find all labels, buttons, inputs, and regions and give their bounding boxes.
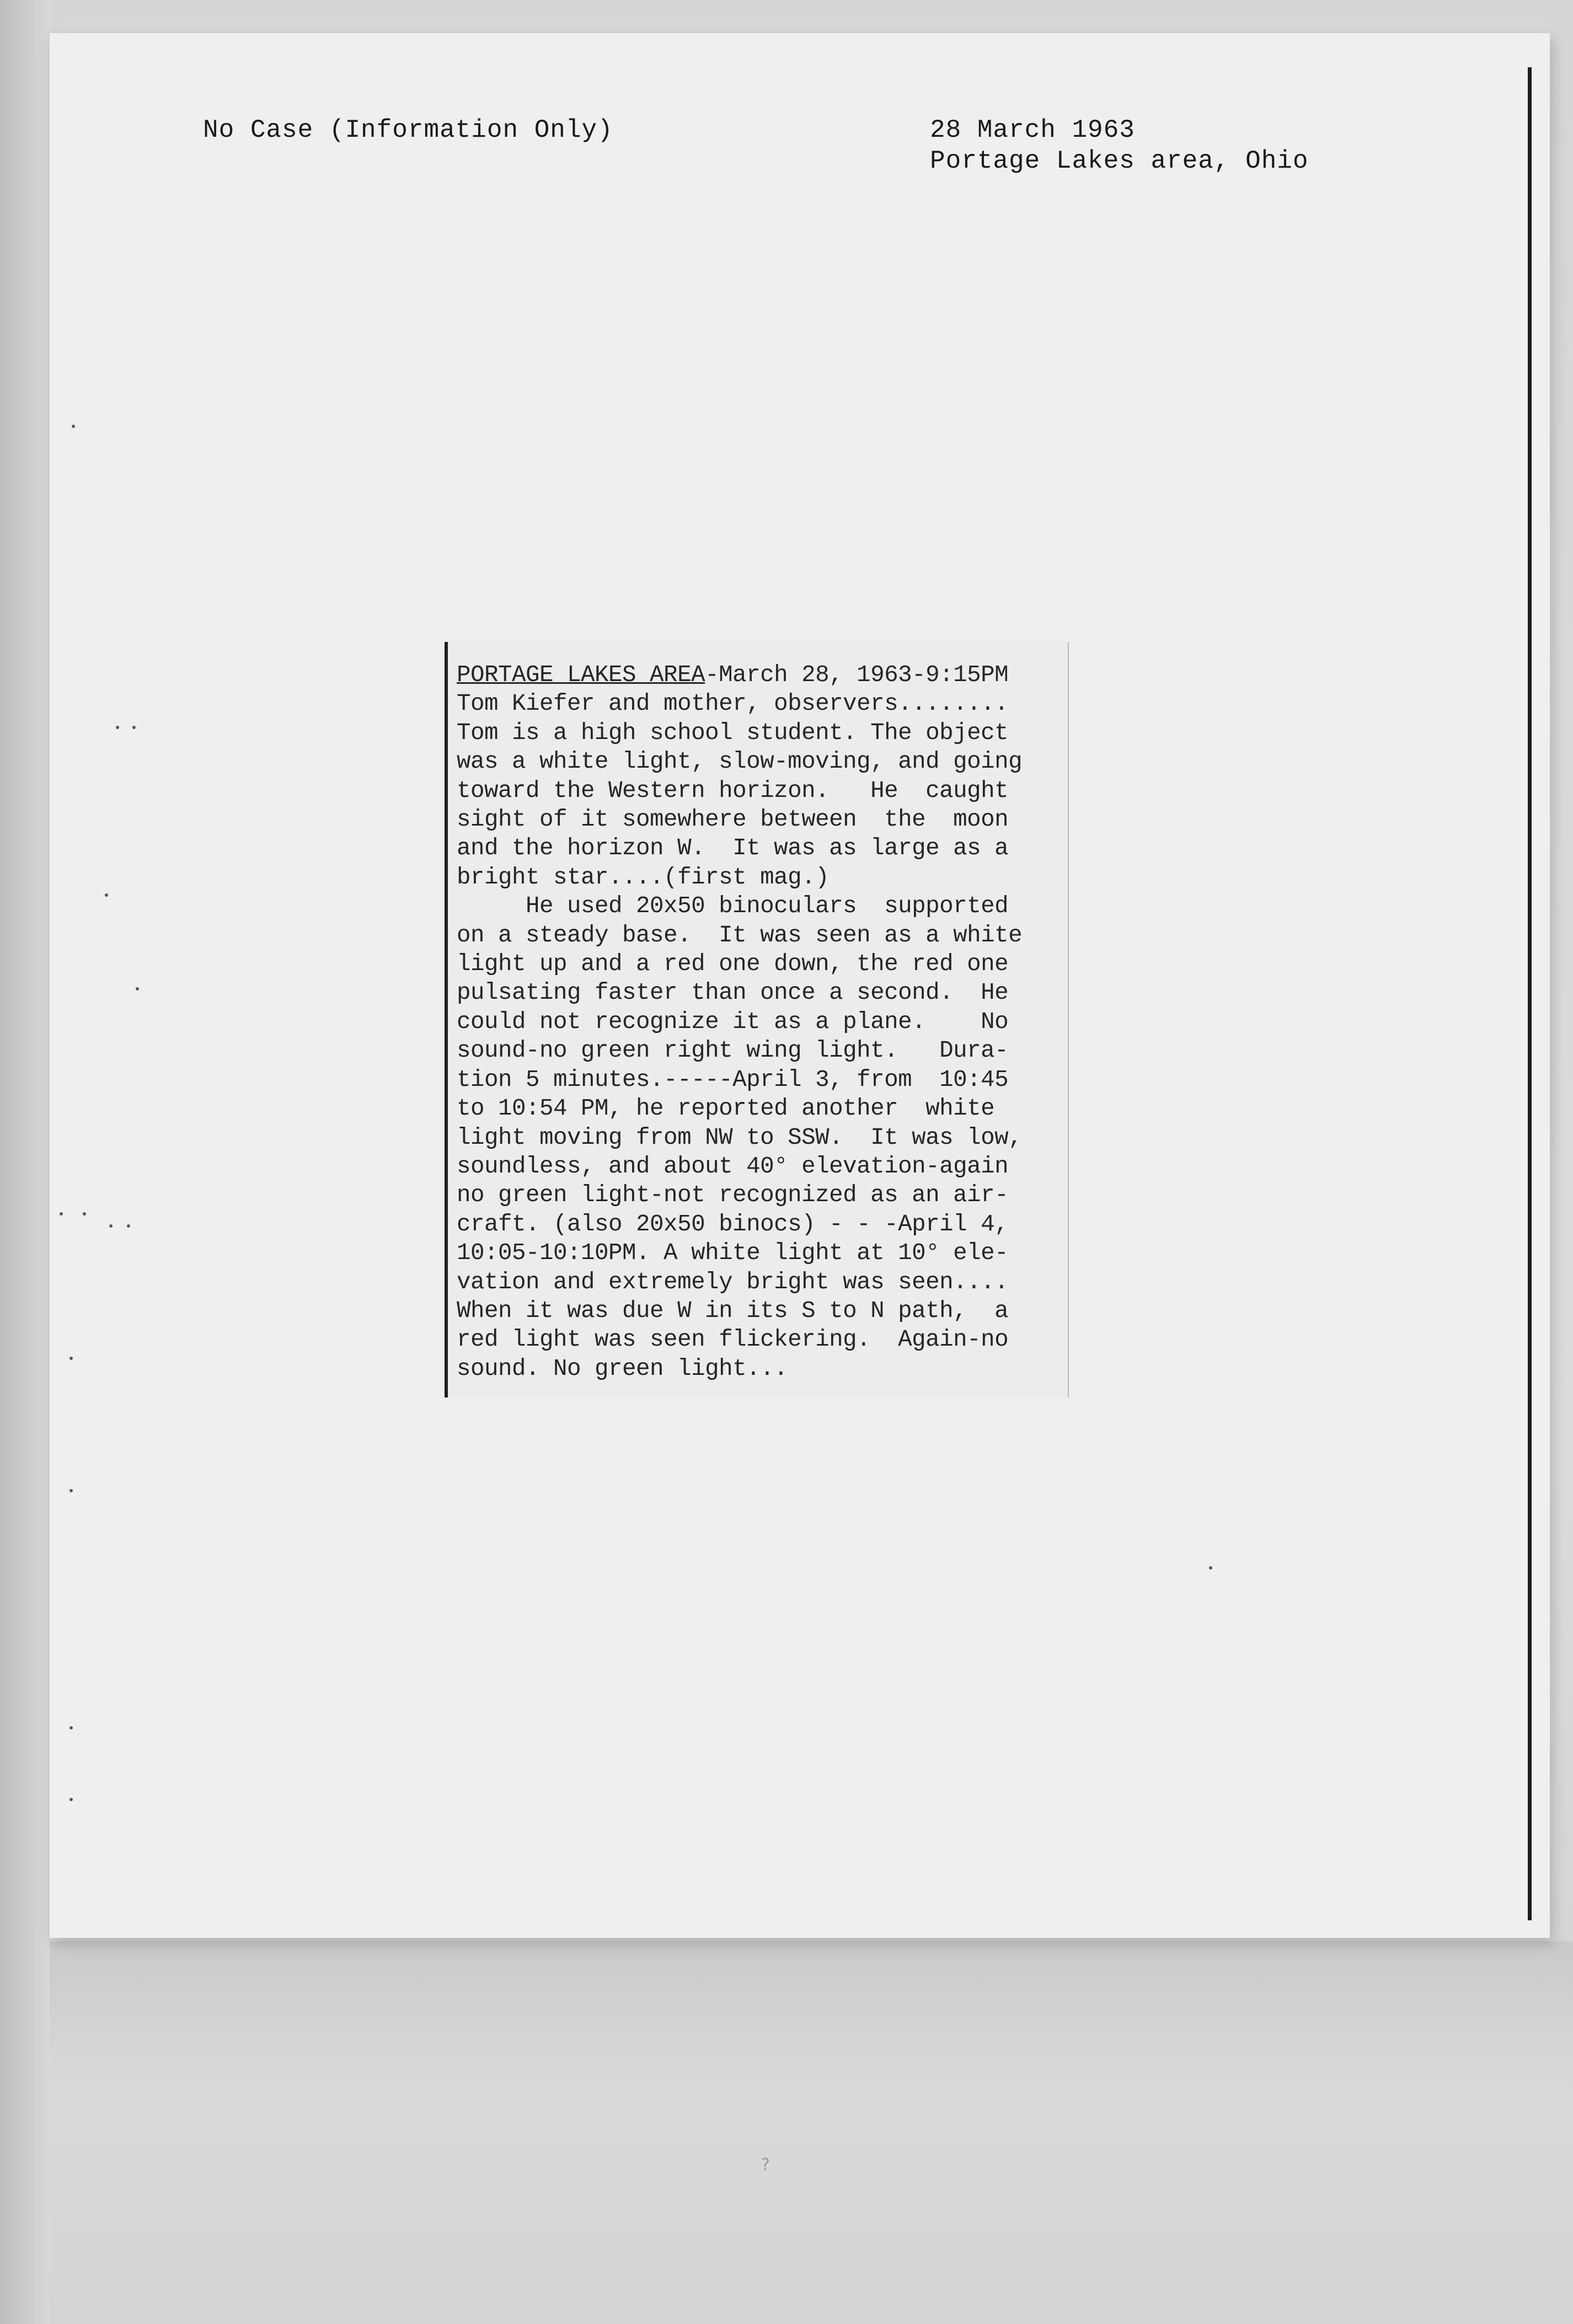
clipping-line: vation and extremely bright was seen.... (457, 1268, 1009, 1295)
document-sheet (50, 33, 1550, 1938)
clipping-line: no green light-not recognized as an air- (457, 1182, 1009, 1209)
report-date: 28 March 1963 (930, 116, 1135, 144)
clipping-line: craft. (also 20x50 binocs) - - -April 4, (457, 1211, 1009, 1238)
clipping-line: could not recognize it as a plane. No (457, 1008, 1009, 1035)
scan-speck (72, 425, 75, 428)
clipping-headline (457, 661, 1068, 689)
scan-speck (60, 1212, 63, 1215)
clipping-line: on a steady base. It was seen as a white (457, 922, 1023, 949)
clipping-line: toward the Western horizon. He caught (457, 777, 1009, 804)
scan-speck (109, 1224, 113, 1228)
scan-speck (116, 726, 119, 729)
scan-speck (136, 987, 139, 990)
date-location-header (930, 115, 1309, 176)
case-status-label: No Case (Information Only) (203, 116, 613, 144)
scan-lower-shadow (0, 1941, 1573, 2324)
clipping-line: Tom Kiefer and mother, observers........ (457, 690, 1009, 717)
clipping-line: 10:05-10:10PM. A white light at 10° ele- (457, 1240, 1009, 1267)
scan-speck (69, 1798, 73, 1801)
clipping-line: Tom is a high school student. The object (457, 719, 1009, 746)
page-mark: ? (761, 2155, 770, 2175)
clipping-line: sound. No green light... (457, 1355, 788, 1382)
scan-speck (83, 1212, 86, 1215)
clipping-line: to 10:54 PM, he reported another white (457, 1095, 995, 1122)
scan-speck (69, 1357, 73, 1360)
report-location: Portage Lakes area, Ohio (930, 147, 1309, 175)
clipping-line: light up and a red one down, the red one (457, 951, 1009, 978)
clipping-line: sight of it somewhere between the moon (457, 806, 1009, 833)
scan-speck (127, 1224, 130, 1228)
scan-speck (1209, 1566, 1212, 1570)
clipping-line: tion 5 minutes.-----April 3, from 10:45 (457, 1066, 1009, 1093)
clipping-line: He used 20x50 binoculars supported (457, 893, 1009, 920)
clipping-dateline: -March 28, 1963-9:15PM (705, 662, 1009, 688)
scan-speck (132, 726, 136, 729)
clipping-line: red light was seen flickering. Again-no (457, 1326, 1009, 1353)
clipping-line: was a white light, slow-moving, and going (457, 748, 1023, 775)
clipping-line: light moving from NW to SSW. It was low, (457, 1124, 1023, 1151)
scan-speck (105, 893, 108, 897)
clipping-line: pulsating faster than once a second. He (457, 979, 1009, 1006)
clipping-line: When it was due W in its S to N path, a (457, 1297, 1009, 1324)
right-margin-rule (1528, 67, 1532, 1920)
clipping-title: PORTAGE LAKES AREA (457, 662, 705, 688)
clipping-line: soundless, and about 40° elevation-again (457, 1153, 1009, 1180)
clipping-line: bright star....(first mag.) (457, 864, 830, 891)
scan-speck (69, 1489, 73, 1492)
newspaper-clipping (445, 642, 1069, 1397)
clipping-line: sound-no green right wing light. Dura- (457, 1037, 1009, 1064)
scan-left-edge (0, 0, 50, 2324)
clipping-line: and the horizon W. It was as large as a (457, 835, 1009, 862)
scan-speck (69, 1726, 73, 1729)
